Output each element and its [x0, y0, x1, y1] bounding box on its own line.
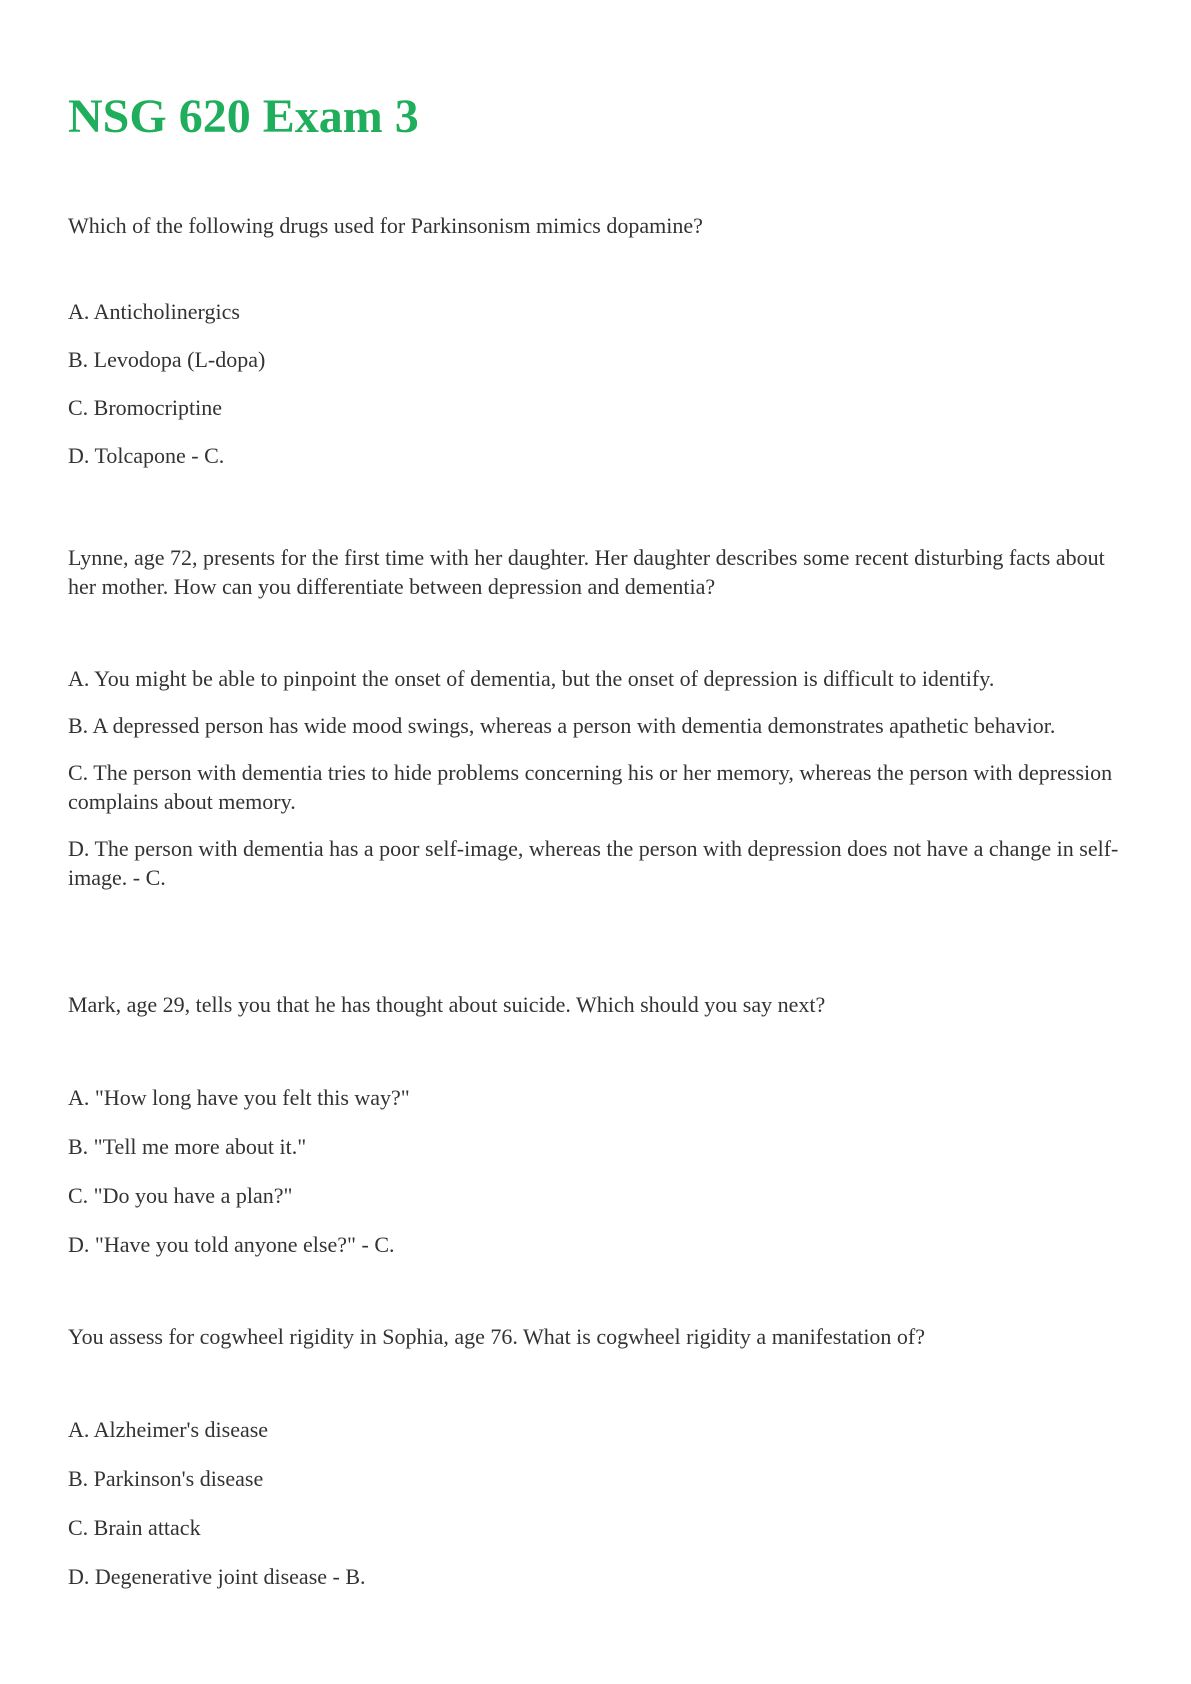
- answer-option: B. A depressed person has wide mood swings, whereas a person with dementia demonstrates apathetic behavior.: [68, 713, 1056, 738]
- answer-option: B. Parkinson's disease: [68, 1466, 264, 1491]
- question-text: Which of the following drugs used for Parkinsonism mimics dopamine?: [68, 213, 703, 238]
- question-text: Lynne, age 72, presents for the first time with her daughter. Her daughter describes some recent disturbing facts about her mother. How can you differentiate between depression and dementia?: [68, 545, 1105, 599]
- answer-option: D. Tolcapone - C.: [68, 443, 225, 468]
- question-2: [68, 543, 1128, 892]
- answer-option: A. Alzheimer's disease: [68, 1417, 269, 1442]
- answer-option: A. You might be able to pinpoint the onset of dementia, but the onset of depression is difficult to identify.: [68, 666, 995, 691]
- page-title: NSG 620 Exam 3: [68, 90, 419, 143]
- answer-option: A. Anticholinergics: [68, 299, 240, 324]
- answer-option: C. Bromocriptine: [68, 395, 222, 420]
- answer-option: C. Brain attack: [68, 1515, 201, 1540]
- question-text: Mark, age 29, tells you that he has thought about suicide. Which should you say next?: [68, 992, 826, 1017]
- answer-option: B. "Tell me more about it.": [68, 1134, 307, 1159]
- question-4: [68, 1322, 1128, 1591]
- answer-option: C. "Do you have a plan?": [68, 1183, 293, 1208]
- answer-option: D. "Have you told anyone else?" - C.: [68, 1232, 395, 1257]
- answer-options: [68, 664, 1128, 892]
- question-1: [68, 211, 1128, 470]
- answer-option: D. Degenerative joint disease - B.: [68, 1564, 366, 1589]
- answer-options: [68, 1415, 1128, 1591]
- answer-option: B. Levodopa (L-dopa): [68, 347, 266, 372]
- answer-options: [68, 1083, 1128, 1259]
- answer-option: C. The person with dementia tries to hide problems concerning his or her memory, whereas the person with depression complains about memory.: [68, 760, 1113, 814]
- question-text: You assess for cogwheel rigidity in Sophia, age 76. What is cogwheel rigidity a manifestation of?: [68, 1324, 926, 1349]
- answer-option: D. The person with dementia has a poor self-image, whereas the person with depression does not have a change in self-image. - C.: [68, 836, 1119, 890]
- answer-option: A. "How long have you felt this way?": [68, 1085, 410, 1110]
- answer-options: [68, 297, 1128, 470]
- question-3: [68, 990, 1128, 1259]
